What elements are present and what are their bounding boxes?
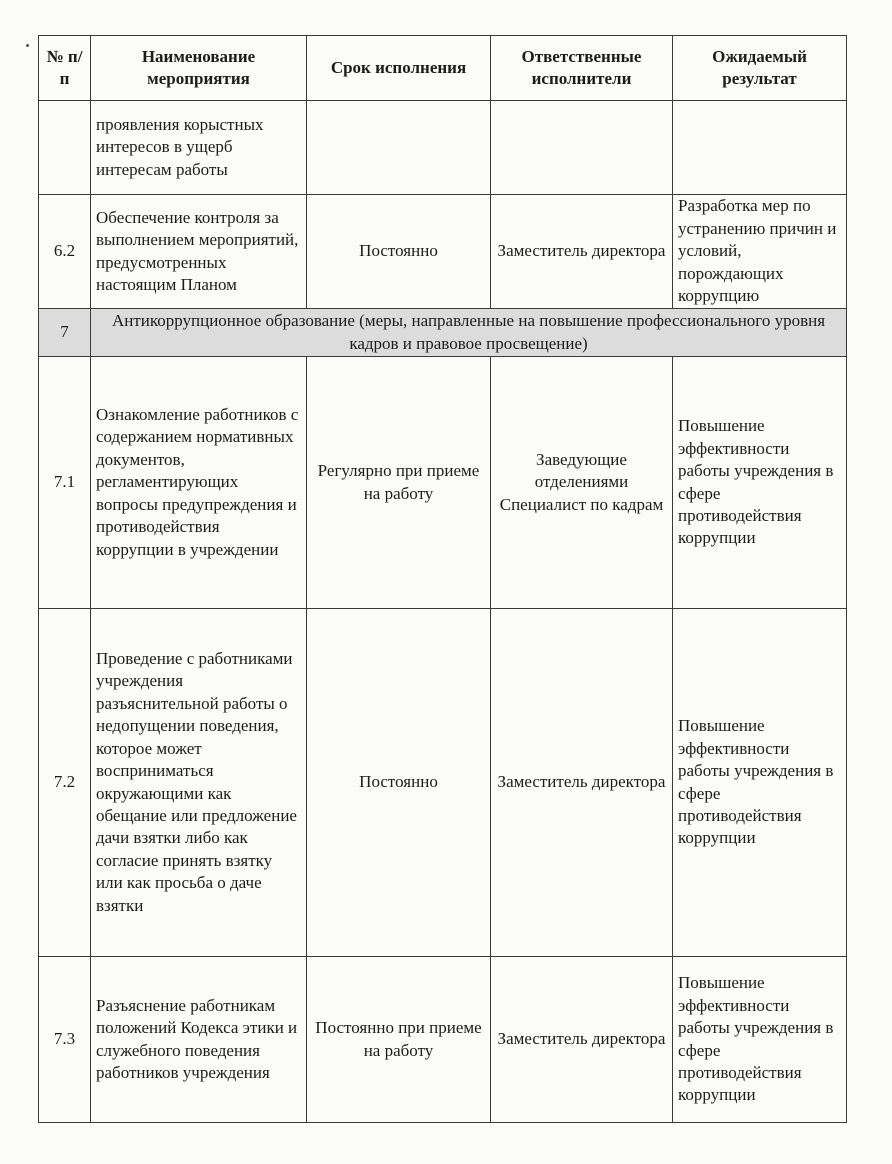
header-deadline: Срок исполнения [307,36,491,101]
scan-speck [26,44,29,47]
table-row [39,957,847,1123]
row-name: Разъяснение работникам положений Кодекса этики и служебного поведения работников учреждения [91,957,307,1123]
row-deadline [307,101,491,195]
row-deadline: Постоянно [307,609,491,957]
section-row [39,309,847,357]
row-name: проявления корыстных интересов в ущерб интересам работы [91,101,307,195]
row-deadline: Постоянно при приеме на работу [307,957,491,1123]
row-responsible: Заместитель директора [491,195,673,309]
table-row [39,609,847,957]
row-name: Ознакомление работников с содержанием нормативных документов, регламентирующих вопросы предупреждения и противодействия коррупции в учреждении [91,357,307,609]
row-num [39,101,91,195]
section-title: Антикоррупционное образование (меры, направленные на повышение профессионального уровня кадров и правовое просвещение) [91,309,847,357]
row-name: Обеспечение контроля за выполнением мероприятий, предусмотренных настоящим Планом [91,195,307,309]
table-row [39,195,847,309]
header-num: № п/п [39,36,91,101]
table-row [39,101,847,195]
header-name: Наименование мероприятия [91,36,307,101]
table-header-row [39,36,847,101]
row-num: 7.3 [39,957,91,1123]
section-num: 7 [39,309,91,357]
table-row [39,357,847,609]
row-responsible: Заместитель директора [491,609,673,957]
anticorruption-plan-table [38,35,847,1123]
row-result [673,101,847,195]
row-num: 6.2 [39,195,91,309]
row-responsible: Заместитель директора [491,957,673,1123]
row-responsible: Заведующие отделениями Специалист по кадрам [491,357,673,609]
row-result: Повышение эффективности работы учреждения в сфере противодействия коррупции [673,609,847,957]
header-responsible: Ответственные исполнители [491,36,673,101]
row-deadline: Постоянно [307,195,491,309]
header-result: Ожидаемый результат [673,36,847,101]
row-name: Проведение с работниками учреждения разъяснительной работы о недопущении поведения, которое может восприниматься окружающими как обещание или предложение дачи взятки либо как согласие принять взятку или как просьба о даче взятки [91,609,307,957]
row-responsible [491,101,673,195]
row-result: Повышение эффективности работы учреждения в сфере противодействия коррупции [673,957,847,1123]
row-num: 7.1 [39,357,91,609]
row-result: Повышение эффективности работы учреждения в сфере противодействия коррупции [673,357,847,609]
row-deadline: Регулярно при приеме на работу [307,357,491,609]
row-result: Разработка мер по устранению причин и условий, порождающих коррупцию [673,195,847,309]
row-num: 7.2 [39,609,91,957]
